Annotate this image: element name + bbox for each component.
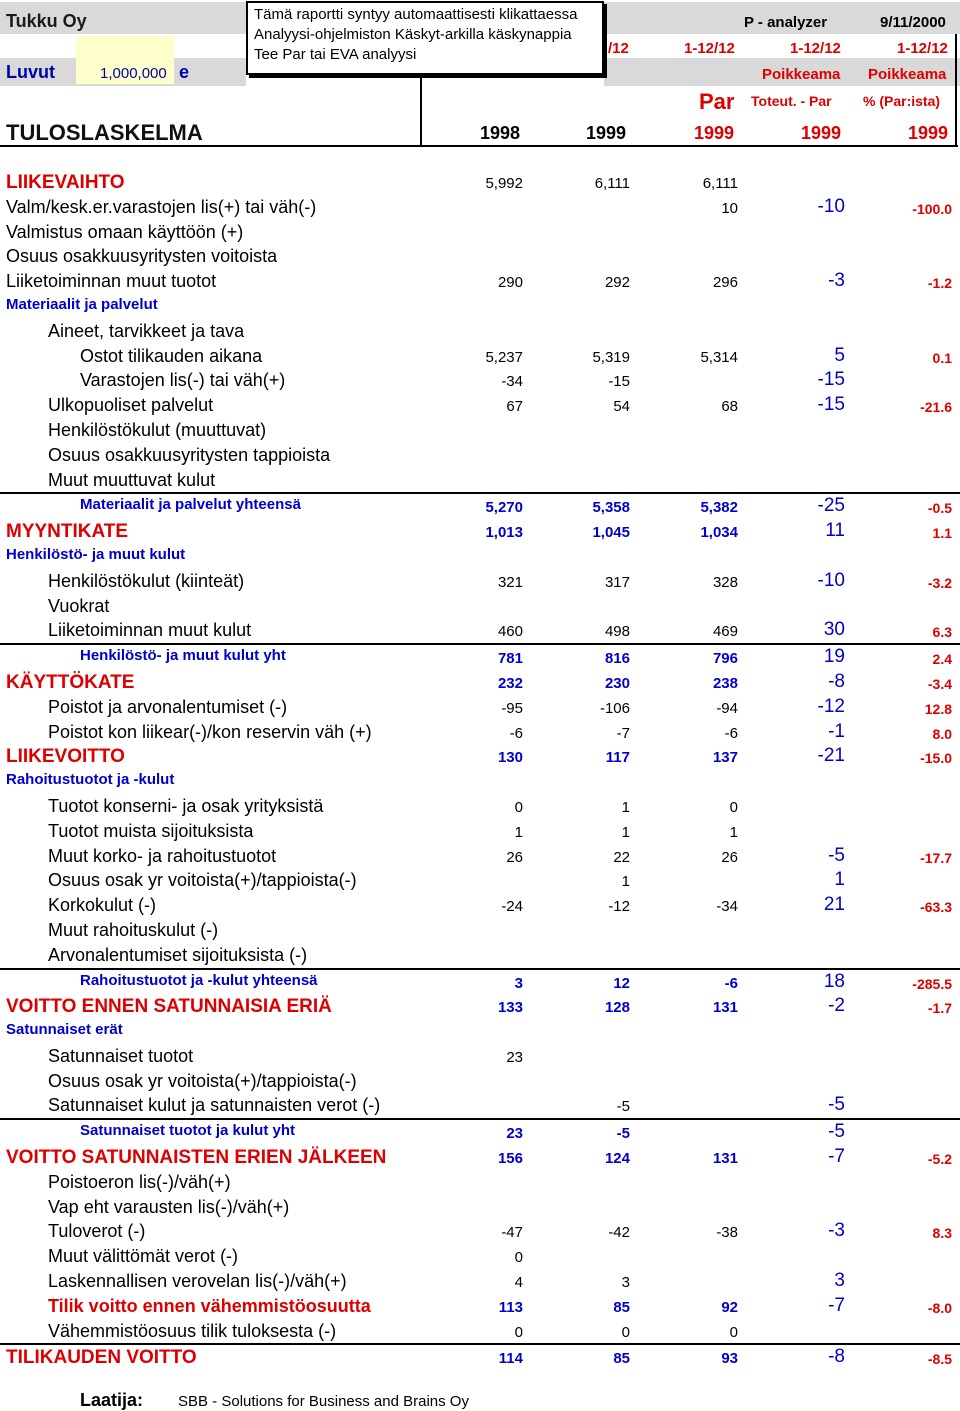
row-value-col1: 133 — [497, 999, 523, 1017]
row-label: Osuus osak yr voitoista(+)/tappioista(-) — [48, 870, 357, 891]
row-label: Osuus osak yr voitoista(+)/tappioista(-) — [48, 1070, 357, 1091]
row-value-col4: -8 — [828, 670, 845, 692]
row-label: Rahoitustuotot ja -kulut — [6, 771, 175, 789]
row-value-col2: 124 — [604, 1150, 630, 1168]
row-value-col4: -10 — [817, 569, 845, 591]
period-col4: 1-12/12 — [790, 40, 841, 57]
row-value-col3: -6 — [724, 974, 738, 992]
table-row — [0, 844, 960, 869]
row-value-col2: 230 — [604, 674, 630, 692]
row-value-col1: 5,992 — [485, 175, 523, 192]
row-value-col5: 2.4 — [932, 651, 952, 668]
row-value-col2: 5,319 — [592, 348, 630, 366]
row-value-col2: 0 — [621, 1323, 630, 1341]
row-value-col1: 23 — [506, 1125, 523, 1143]
row-label: Henkilöstö- ja muut kulut — [6, 545, 186, 563]
pct-label: % (Par:ista) — [863, 93, 941, 109]
row-value-col4: -15 — [817, 394, 845, 416]
row-label: TILIKAUDEN VOITTO — [6, 1347, 197, 1369]
row-value-col3: 328 — [712, 573, 738, 591]
row-label: Arvonalentumiset sijoituksista (-) — [48, 944, 308, 965]
row-value-col3: -38 — [716, 1224, 738, 1242]
row-label: Liiketoiminnan muut kulut — [48, 620, 252, 641]
table-row — [0, 794, 960, 819]
row-value-col2: 816 — [604, 650, 630, 668]
table-row — [0, 1294, 960, 1319]
row-value-col1: 3 — [514, 974, 523, 992]
row-value-col1: -95 — [501, 699, 523, 717]
row-value-col4: -7 — [828, 1146, 845, 1168]
author-company: SBB - Solutions for Business and Brains Oy — [178, 1393, 469, 1410]
row-label: Osuus osakkuusyritysten voitoista — [6, 246, 278, 267]
page-title: TULOSLASKELMA — [6, 120, 203, 145]
table-row — [0, 1120, 960, 1145]
row-value-col3: 796 — [712, 650, 738, 668]
row-value-col1: 460 — [497, 623, 523, 641]
table-row — [0, 594, 960, 619]
year-col2: 1999 — [586, 123, 627, 143]
par-label: Par — [699, 89, 735, 114]
row-value-col3: 0 — [729, 1323, 738, 1341]
row-value-col1: 290 — [497, 274, 523, 292]
row-value-col2: 85 — [613, 1298, 630, 1316]
row-value-col2: 117 — [605, 749, 630, 767]
row-value-col2: -12 — [608, 898, 630, 916]
row-label: Satunnaiset erät — [6, 1021, 123, 1039]
row-value-col2: -5 — [616, 1125, 630, 1143]
row-value-col4: 5 — [834, 344, 845, 366]
table-row — [0, 1219, 960, 1244]
row-label: Materiaalit ja palvelut — [6, 295, 158, 313]
row-label: Ostot tilikauden aikana — [80, 345, 263, 366]
row-value-col1: 0 — [514, 1249, 523, 1267]
table-row — [0, 195, 960, 220]
row-value-col1: 781 — [497, 650, 523, 668]
row-value-col5: 8.3 — [932, 1225, 952, 1242]
table-row — [0, 943, 960, 970]
row-label: Ulkopuoliset palvelut — [48, 395, 214, 416]
row-value-col1: 4 — [514, 1274, 523, 1292]
row-value-col2: 1 — [621, 823, 630, 841]
row-label: Tuotot muista sijoituksista — [48, 820, 254, 841]
row-value-col2: 1 — [621, 873, 630, 891]
row-value-col5: -63.3 — [920, 899, 952, 916]
row-label: Muut korko- ja rahoitustuotot — [48, 845, 277, 866]
row-value-col3: 5,314 — [700, 348, 738, 366]
row-value-col2: -106 — [599, 699, 630, 717]
table-row — [0, 645, 960, 670]
row-value-col1: 321 — [497, 573, 523, 591]
row-label: Muut rahoituskulut (-) — [48, 919, 219, 940]
table-row — [0, 569, 960, 594]
row-label: Henkilöstökulut (kiinteät) — [48, 570, 245, 591]
table-row — [0, 1319, 960, 1346]
table-row — [0, 1044, 960, 1069]
row-value-col4: -10 — [817, 195, 845, 217]
row-value-col3: 92 — [721, 1298, 738, 1316]
row-label: KÄYTTÖKATE — [6, 671, 135, 693]
row-value-col2: 3 — [621, 1274, 630, 1292]
row-label: Henkilöstökulut (muuttuvat) — [48, 419, 267, 440]
row-value-col4: -3 — [828, 270, 845, 292]
year-col4: 1999 — [801, 123, 842, 143]
info-popup[interactable] — [246, 1, 604, 75]
table-row — [0, 544, 960, 569]
table-row — [0, 244, 960, 269]
row-label: Vuokrat — [48, 595, 110, 616]
row-label: Satunnaiset kulut ja satunnaisten verot (-) — [48, 1095, 381, 1116]
row-label: Satunnaiset tuotot ja kulut yht — [80, 1122, 296, 1140]
row-value-col5: -15.0 — [920, 750, 952, 767]
table-row — [0, 1093, 960, 1120]
row-label: Tuloverot (-) — [48, 1221, 146, 1242]
row-value-col1: -47 — [501, 1224, 523, 1242]
row-label: Tuotot konserni- ja osak yrityksistä — [48, 795, 324, 816]
row-value-col2: 128 — [604, 999, 630, 1017]
row-value-col4: 1 — [834, 869, 845, 891]
table-row — [0, 970, 960, 995]
row-value-col5: -17.7 — [920, 849, 952, 866]
row-value-col2: 6,111 — [594, 175, 630, 192]
row-value-col4: 3 — [834, 1270, 845, 1292]
row-label: MYYNTIKATE — [6, 521, 129, 543]
row-label: Osuus osakkuusyritysten tappioista — [48, 444, 331, 465]
row-label: LIIKEVAIHTO — [6, 172, 125, 193]
row-value-col2: 317 — [604, 573, 630, 591]
table-row — [0, 418, 960, 443]
popup-line-2: Analyysi-ohjelmiston Käskyt-arkilla käskynappia — [254, 26, 572, 43]
row-value-col4: 19 — [823, 646, 845, 668]
row-label: Muut muuttuvat kulut — [48, 469, 216, 490]
period-col2: /12 — [608, 40, 629, 57]
table-row — [0, 220, 960, 245]
row-value-col5: 12.8 — [924, 700, 952, 717]
poikkeama-col4: Poikkeama — [762, 66, 841, 83]
row-label: Henkilöstö- ja muut kulut yht — [80, 647, 286, 665]
row-value-col1: -34 — [501, 373, 523, 391]
row-value-col5: -5.2 — [927, 1151, 952, 1168]
row-value-col5: -3.4 — [927, 675, 952, 692]
report-header — [0, 0, 960, 150]
row-value-col1: 113 — [498, 1298, 523, 1316]
header-divider-right — [955, 34, 957, 146]
row-value-col3: 68 — [721, 398, 738, 416]
income-statement-table — [0, 170, 960, 1370]
row-label: Rahoitustuotot ja -kulut yhteensä — [80, 971, 318, 989]
row-value-col4: -8 — [828, 1346, 845, 1368]
laatija-label: Laatija: — [80, 1390, 144, 1410]
table-row — [0, 618, 960, 645]
table-row — [0, 868, 960, 893]
row-value-col5: 1.1 — [932, 525, 952, 542]
row-value-col4: -3 — [828, 1220, 845, 1242]
table-row — [0, 1345, 960, 1370]
table-row — [0, 443, 960, 468]
row-label: LIIKEVOITTO — [6, 746, 125, 768]
row-value-col5: -1.2 — [927, 275, 952, 292]
table-row — [0, 1170, 960, 1195]
row-label: Vähemmistöosuus tilik tuloksesta (-) — [48, 1320, 337, 1341]
table-row — [0, 344, 960, 369]
row-value-col3: 296 — [712, 274, 738, 292]
row-value-col1: -24 — [501, 898, 523, 916]
period-col3: 1-12/12 — [684, 40, 735, 57]
row-value-col4: -25 — [817, 495, 845, 517]
table-row — [0, 170, 960, 195]
header-bottom-rule — [0, 145, 958, 147]
row-value-col3: 131 — [712, 999, 738, 1017]
unit-value[interactable]: 1,000,000 — [100, 65, 167, 82]
table-row — [0, 819, 960, 844]
poikkeama-col5: Poikkeama — [868, 66, 947, 83]
row-value-col1: 0 — [514, 798, 523, 816]
row-value-col5: -100.0 — [912, 200, 952, 217]
row-value-col4: -15 — [817, 369, 845, 391]
row-value-col4: 21 — [823, 894, 845, 916]
row-value-col5: 0.1 — [932, 349, 952, 366]
row-value-col1: 1 — [514, 823, 523, 841]
table-row — [0, 519, 960, 544]
row-value-col4: 30 — [823, 619, 845, 641]
row-label: Muut välittömät verot (-) — [48, 1246, 239, 1267]
row-value-col2: -15 — [608, 373, 630, 391]
row-value-col3: 93 — [721, 1350, 738, 1368]
row-value-col1: -6 — [509, 724, 523, 742]
row-value-col2: 5,358 — [592, 499, 630, 517]
luvut-label: Luvut — [6, 62, 55, 82]
row-value-col3: 6,111 — [702, 175, 738, 192]
table-row — [0, 1145, 960, 1170]
row-value-col3: 0 — [729, 798, 738, 816]
row-label: Satunnaiset tuotot — [48, 1045, 194, 1066]
table-row — [0, 319, 960, 344]
row-label: Poistoeron lis(-)/väh(+) — [48, 1171, 231, 1192]
row-label: Poistot ja arvonalentumiset (-) — [48, 696, 288, 717]
row-value-col2: -5 — [616, 1098, 630, 1116]
table-row — [0, 670, 960, 695]
row-label: Vap eht varausten lis(-)/väh(+) — [48, 1196, 290, 1217]
row-value-col2: 1 — [621, 798, 630, 816]
row-value-col4: -5 — [828, 1094, 845, 1116]
year-col1: 1998 — [480, 123, 521, 143]
row-value-col5: -21.6 — [920, 399, 952, 416]
row-value-col3: -34 — [716, 898, 738, 916]
row-value-col1: 5,237 — [485, 348, 523, 366]
period-col5: 1-12/12 — [897, 40, 948, 57]
row-value-col1: 5,270 — [485, 499, 523, 517]
row-label: Materiaalit ja palvelut yhteensä — [80, 496, 301, 514]
row-value-col1: 67 — [506, 398, 523, 416]
row-value-col5: -8.0 — [927, 1299, 952, 1316]
toteut-label: Toteut. - Par — [751, 93, 832, 109]
table-row — [0, 468, 960, 495]
row-value-col1: 26 — [506, 848, 523, 866]
row-value-col4: -5 — [828, 1121, 845, 1143]
row-value-col2: 85 — [613, 1350, 630, 1368]
row-value-col4: 18 — [823, 970, 845, 992]
row-value-col1: 1,013 — [485, 524, 523, 542]
table-row — [0, 994, 960, 1019]
row-value-col5: 8.0 — [932, 725, 952, 742]
table-row — [0, 1019, 960, 1044]
table-row — [0, 769, 960, 794]
row-label: VOITTO SATUNNAISTEN ERIEN JÄLKEEN — [6, 1147, 387, 1169]
row-value-col1: 130 — [497, 749, 523, 767]
row-value-col3: 469 — [712, 623, 738, 641]
analyzer-title: P - analyzer — [744, 14, 828, 31]
row-value-col3: 131 — [712, 1150, 738, 1168]
row-value-col5: 6.3 — [932, 624, 952, 641]
table-row — [0, 918, 960, 943]
table-row — [0, 368, 960, 393]
row-value-col5: -3.2 — [927, 574, 952, 591]
table-row — [0, 294, 960, 319]
table-row — [0, 1269, 960, 1294]
table-row — [0, 269, 960, 294]
row-value-col5: -8.5 — [927, 1351, 952, 1368]
table-row — [0, 1195, 960, 1220]
table-row — [0, 393, 960, 418]
row-value-col2: 54 — [613, 398, 630, 416]
row-value-col2: 1,045 — [592, 524, 630, 542]
row-label: VOITTO ENNEN SATUNNAISIA ERIÄ — [6, 996, 332, 1018]
row-value-col3: 10 — [721, 199, 738, 217]
row-value-col3: 5,382 — [700, 499, 738, 517]
row-value-col4: -7 — [828, 1294, 845, 1316]
row-value-col3: 1 — [729, 823, 738, 841]
row-value-col4: -21 — [817, 745, 845, 767]
row-value-col4: -5 — [828, 844, 845, 866]
table-row — [0, 1069, 960, 1094]
row-value-col3: -6 — [724, 724, 738, 742]
row-value-col1: 232 — [497, 674, 523, 692]
row-label: Laskennallisen verovelan lis(-)/väh(+) — [48, 1271, 347, 1292]
row-label: Valm/kesk.er.varastojen lis(+) tai väh(-) — [6, 196, 317, 217]
table-row — [0, 893, 960, 918]
row-value-col4: 11 — [825, 520, 845, 542]
row-value-col3: 137 — [712, 749, 738, 767]
row-value-col2: 12 — [613, 974, 630, 992]
table-row — [0, 695, 960, 720]
row-label: Tilik voitto ennen vähemmistöosuutta — [48, 1295, 371, 1316]
popup-line-3: Tee Par tai EVA analyysi — [254, 46, 417, 63]
table-row — [0, 744, 960, 769]
row-label: Varastojen lis(-) tai väh(+) — [80, 370, 286, 391]
row-value-col3: -94 — [716, 699, 738, 717]
row-value-col3: 238 — [712, 674, 738, 692]
row-label: Liiketoiminnan muut tuotot — [6, 271, 217, 292]
year-col3: 1999 — [694, 123, 735, 143]
row-label: Poistot kon liikear(-)/kon reservin väh (+) — [48, 721, 372, 742]
row-label: Korkokulut (-) — [48, 895, 157, 916]
row-value-col1: 114 — [498, 1350, 523, 1368]
table-row — [0, 1244, 960, 1269]
row-label: Valmistus omaan käyttöön (+) — [6, 221, 244, 242]
year-col5: 1999 — [908, 123, 949, 143]
row-value-col3: 26 — [721, 848, 738, 866]
row-value-col3: 1,034 — [700, 524, 738, 542]
row-value-col2: 292 — [604, 274, 630, 292]
table-row — [0, 494, 960, 519]
row-value-col5: -0.5 — [927, 500, 952, 517]
row-label: Aineet, tarvikkeet ja tava — [48, 320, 245, 341]
company-name: Tukku Oy — [6, 11, 87, 31]
row-value-col1: 0 — [514, 1323, 523, 1341]
row-value-col4: -12 — [817, 695, 845, 717]
row-value-col5: -285.5 — [912, 975, 952, 992]
row-value-col2: -42 — [608, 1224, 630, 1242]
row-value-col2: 498 — [604, 623, 630, 641]
row-value-col1: 23 — [506, 1048, 523, 1066]
row-value-col5: -1.7 — [927, 1000, 952, 1017]
row-value-col1: 156 — [497, 1150, 523, 1168]
table-row — [0, 720, 960, 745]
unit-suffix: e — [179, 62, 190, 82]
row-value-col2: 22 — [613, 848, 630, 866]
report-date: 9/11/2000 — [880, 14, 946, 31]
row-value-col4: -2 — [828, 995, 845, 1017]
row-value-col4: -1 — [828, 720, 845, 742]
row-value-col2: -7 — [616, 724, 630, 742]
popup-line-1: Tämä raportti syntyy automaattisesti klikattaessa — [254, 6, 578, 23]
